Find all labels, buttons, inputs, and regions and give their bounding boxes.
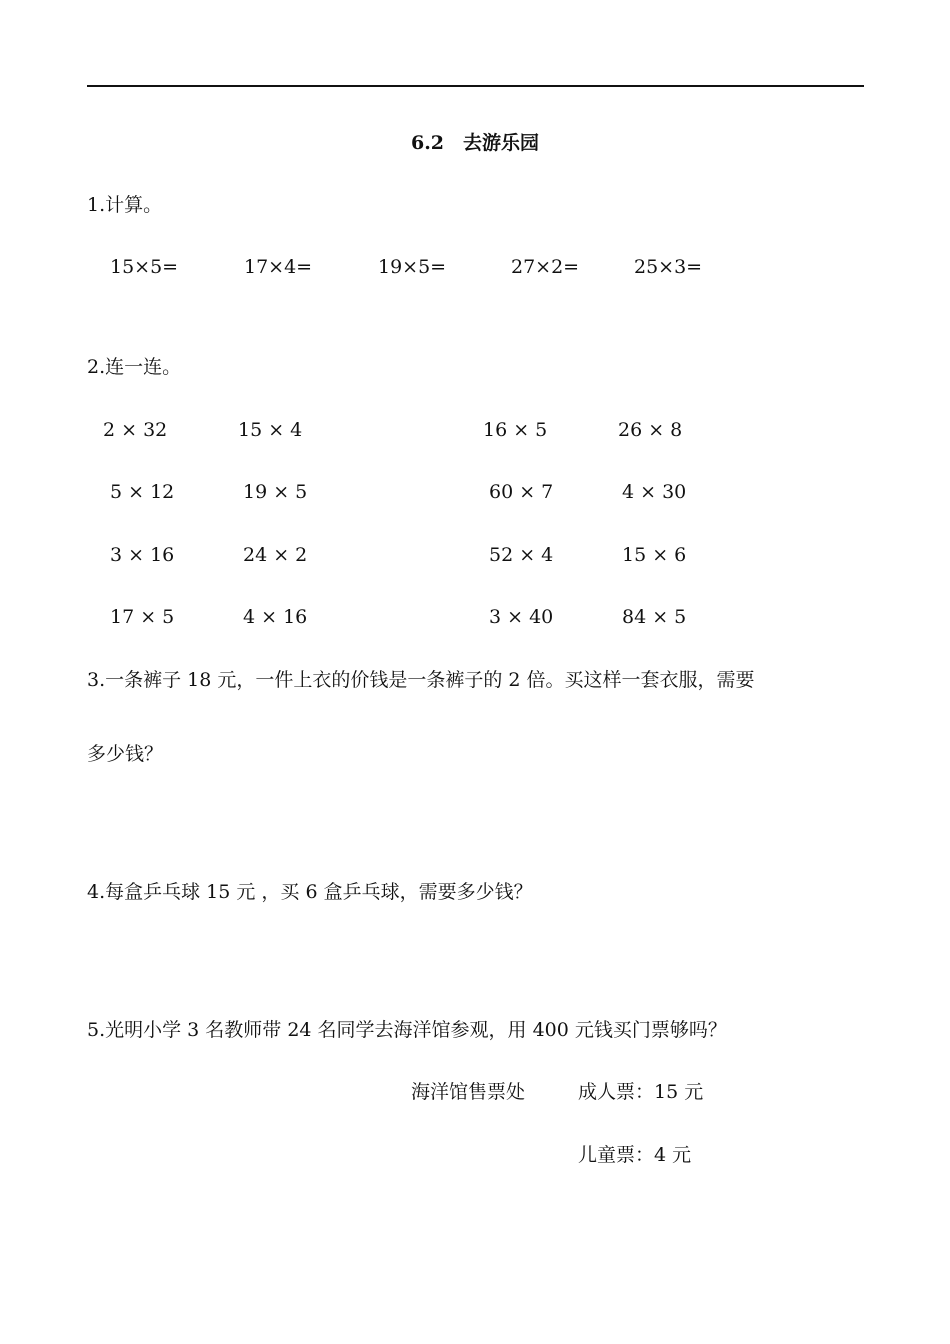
q2-heading: 2.连一连。 — [87, 356, 182, 378]
q1-item: 25×3= — [634, 256, 703, 278]
match-item: 2 × 32 — [103, 419, 168, 441]
match-item: 4 × 16 — [243, 606, 308, 628]
match-item: 15 × 6 — [622, 544, 687, 566]
page-title: 6.2 去游乐园 — [410, 132, 540, 154]
q1-item: 27×2= — [511, 256, 580, 278]
match-item: 16 × 5 — [483, 419, 548, 441]
child-ticket-price: 儿童票：4 元 — [578, 1144, 692, 1166]
match-item: 60 × 7 — [489, 481, 554, 503]
q3-text-line2: 多少钱？ — [87, 743, 164, 765]
adult-ticket-price: 成人票：15 元 — [578, 1081, 704, 1103]
ticket-office-label: 海洋馆售票处 — [411, 1081, 526, 1103]
match-item: 19 × 5 — [243, 481, 308, 503]
q1-item: 19×5= — [378, 256, 447, 278]
match-item: 3 × 40 — [489, 606, 554, 628]
q1-item: 17×4= — [244, 256, 313, 278]
q4-text: 4.每盒乒乓球 15 元 ，买 6 盒乒乓球，需要多少钱？ — [87, 881, 533, 903]
match-item: 52 × 4 — [489, 544, 554, 566]
header-rule — [87, 85, 864, 87]
match-item: 24 × 2 — [243, 544, 308, 566]
match-item: 3 × 16 — [110, 544, 175, 566]
match-item: 84 × 5 — [622, 606, 687, 628]
q5-text: 5.光明小学 3 名教师带 24 名同学去海洋馆参观，用 400 元钱买门票够吗？ — [87, 1019, 727, 1041]
q1-item: 15×5= — [110, 256, 179, 278]
match-item: 17 × 5 — [110, 606, 175, 628]
match-item: 26 × 8 — [618, 419, 683, 441]
match-item: 4 × 30 — [622, 481, 687, 503]
match-item: 5 × 12 — [110, 481, 175, 503]
match-item: 15 × 4 — [238, 419, 303, 441]
q3-text-line1: 3.一条裤子 18 元，一件上衣的价钱是一条裤子的 2 倍。买这样一套衣服，需要 — [87, 669, 755, 691]
q1-heading: 1.计算。 — [87, 194, 163, 216]
